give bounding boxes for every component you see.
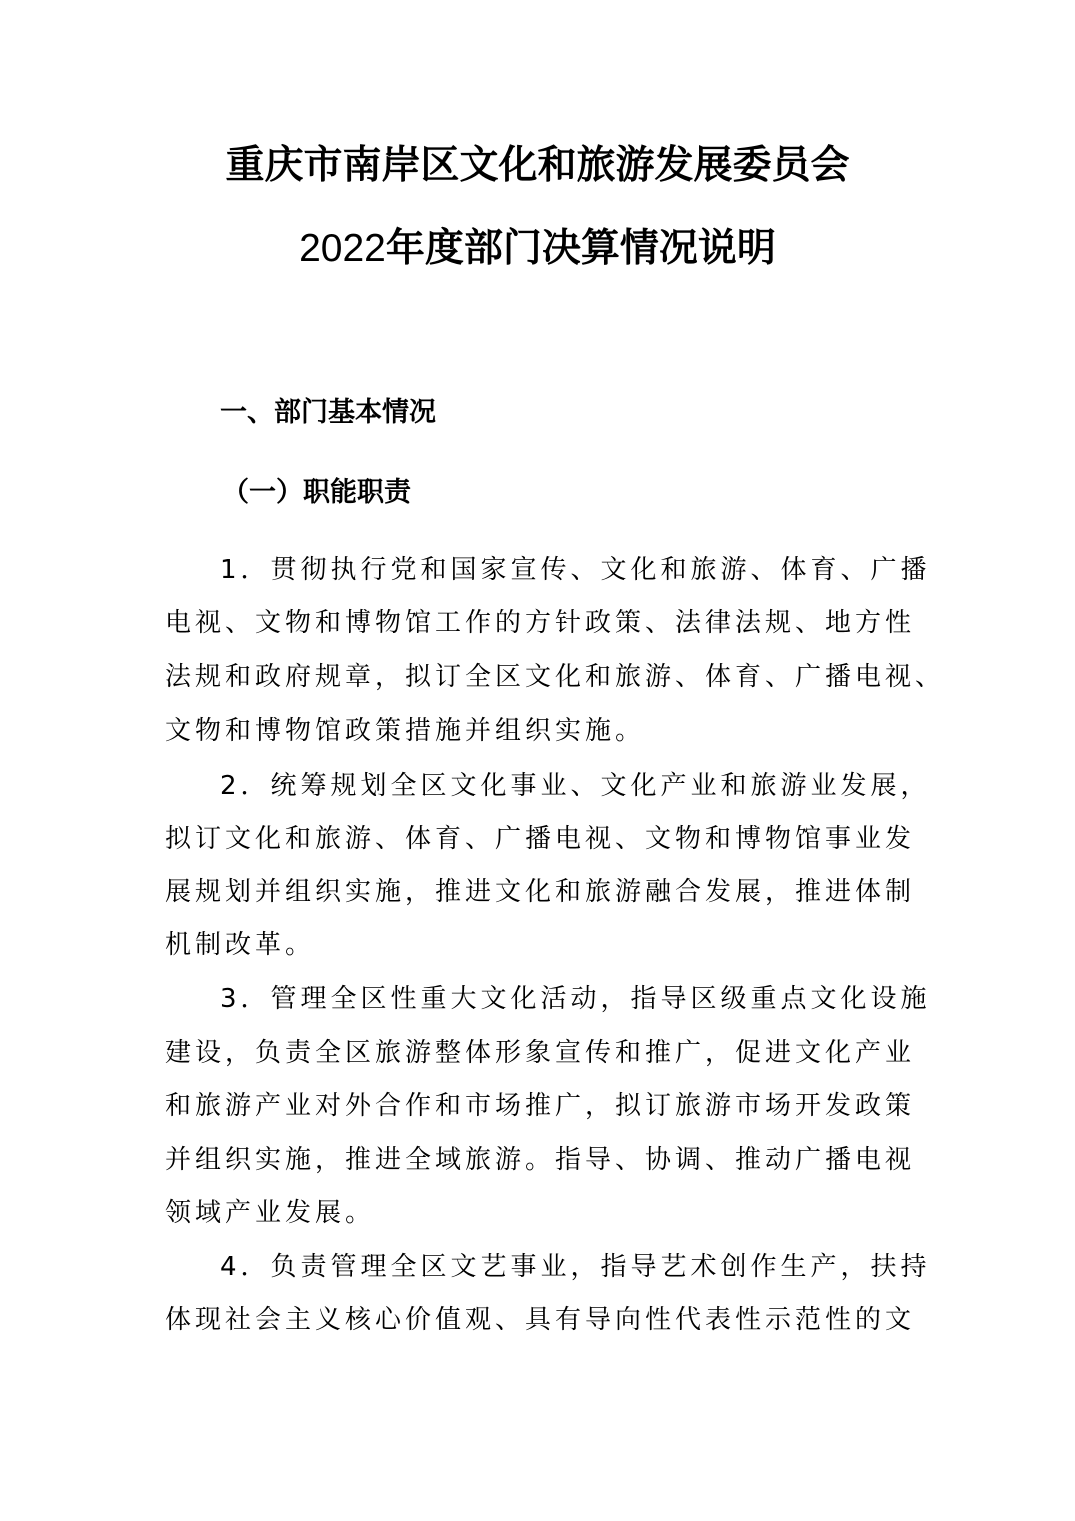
paragraph-4-line-2: 体现社会主义核心价值观、具有导向性代表性示范性的文 bbox=[165, 1305, 916, 1335]
paragraph-2-line-3: 展规划并组织实施，推进文化和旅游融合发展，推进体制 bbox=[165, 877, 916, 907]
paragraph-3-line-4: 并组织实施，推进全域旅游。指导、协调、推动广播电视 bbox=[165, 1145, 916, 1175]
subsection-heading: （一）职能职责 bbox=[222, 477, 411, 508]
title-line-2-text: 年度部门决算情况说明 bbox=[385, 225, 776, 271]
document-title-line-1: 重庆市南岸区文化和旅游发展委员会 bbox=[225, 142, 850, 188]
paragraph-1-line-2: 电视、文物和博物馆工作的方针政策、法律法规、地方性 bbox=[165, 608, 916, 638]
paragraph-4-line-1: 4．负责管理全区文艺事业，指导艺术创作生产，扶持 bbox=[220, 1252, 931, 1282]
paragraph-3-line-2: 建设，负责全区旅游整体形象宣传和推广，促进文化产业 bbox=[165, 1038, 916, 1068]
paragraph-1-line-4: 文物和博物馆政策措施并组织实施。 bbox=[165, 716, 646, 746]
paragraph-2-line-4: 机制改革。 bbox=[165, 930, 316, 960]
paragraph-3-line-1: 3．管理全区性重大文化活动，指导区级重点文化设施 bbox=[220, 984, 931, 1014]
section-heading: 一、部门基本情况 bbox=[220, 397, 436, 428]
paragraph-2-line-2: 拟订文化和旅游、体育、广播电视、文物和博物馆事业发 bbox=[165, 824, 916, 854]
paragraph-1-line-1: 1．贯彻执行党和国家宣传、文化和旅游、体育、广播 bbox=[220, 555, 931, 585]
paragraph-1-line-3: 法规和政府规章，拟订全区文化和旅游、体育、广播电视、 bbox=[165, 662, 946, 692]
paragraph-3-line-5: 领域产业发展。 bbox=[165, 1198, 376, 1228]
title-year: 2022 bbox=[299, 227, 386, 270]
paragraph-3-line-3: 和旅游产业对外合作和市场推广，拟订旅游市场开发政策 bbox=[165, 1091, 916, 1121]
document-title-line-2 bbox=[0, 223, 1075, 274]
paragraph-2-line-1: 2．统筹规划全区文化事业、文化产业和旅游业发展， bbox=[220, 771, 931, 801]
